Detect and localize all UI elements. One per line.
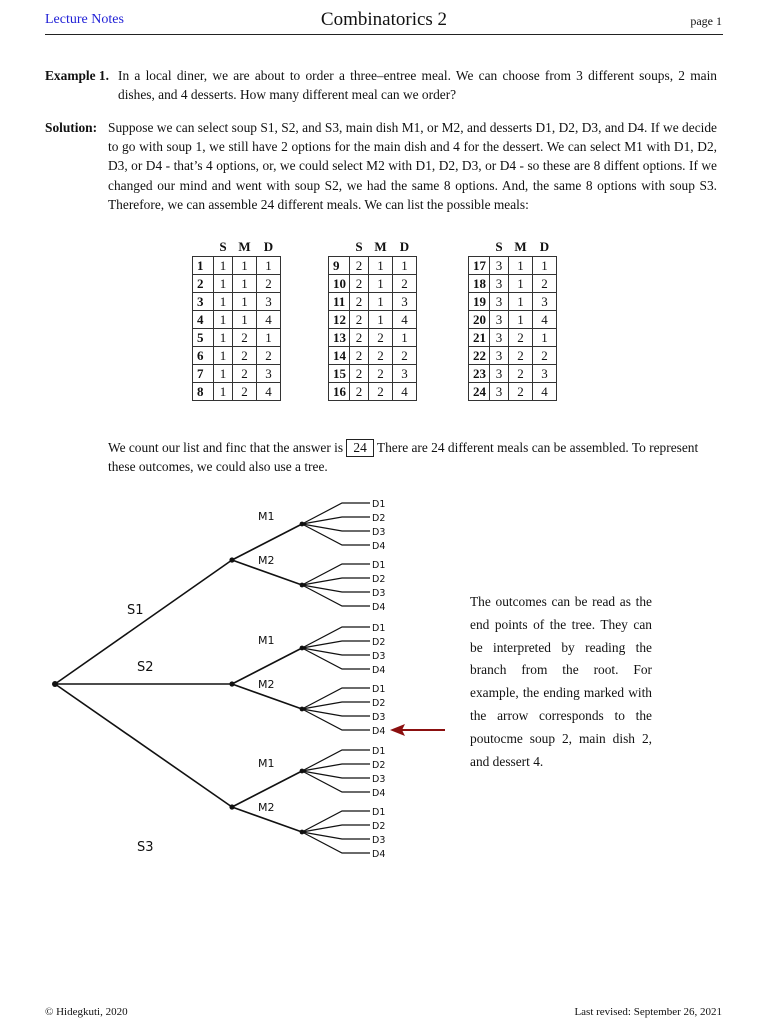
dessert-label: D2 [372,513,386,524]
table-row [469,329,557,347]
column-header: M [238,239,251,254]
table-row [469,275,557,293]
main-dish-label: M2 [258,554,275,567]
meal-number-cell: 15 [329,365,350,383]
meal-table-soup-2 [328,238,417,401]
header-rule [45,34,723,35]
table-cell: 1 [233,275,257,293]
table-cell: 2 [350,347,369,365]
table-cell: 2 [350,365,369,383]
table-cell: 4 [533,383,557,401]
table-cell: 4 [393,383,417,401]
table-cell: 2 [233,365,257,383]
dessert-label: D3 [372,835,386,846]
table-cell: 2 [369,347,393,365]
tree-explanation: The outcomes can be read as the end points of the tree. They can be interpreted by reading the branch from the root. For example, the ending marked with the arrow corresponds to the poutocme soup 2, main dish 2, and dessert 4. [470,594,652,769]
table-cell: 1 [533,329,557,347]
dessert-label: D4 [372,541,386,552]
tree-leaf-branch [302,709,370,730]
table-cell: 2 [350,311,369,329]
table-row [329,365,417,383]
dessert-label: D1 [372,499,386,510]
table-row [329,275,417,293]
answer-text-before: We count our list and finc that the answer is [108,440,344,455]
table-cell: 2 [233,347,257,365]
dessert-label: D4 [372,788,386,799]
tree-leaf-branch [302,503,370,524]
dessert-label: D1 [372,684,386,695]
meal-number-cell: 13 [329,329,350,347]
table-cell: 4 [533,311,557,329]
meal-number-cell: 9 [329,257,350,275]
table-cell: 3 [490,329,509,347]
table-cell: 1 [233,257,257,275]
table-cell: 2 [369,365,393,383]
soup-label: S3 [137,840,154,855]
table-cell: 3 [393,365,417,383]
meal-number-cell: 17 [469,257,490,275]
column-header: M [514,239,527,254]
tree-leaf-branch [302,524,370,545]
meal-number-cell: 18 [469,275,490,293]
table-cell: 3 [257,293,281,311]
meal-table-soup-1 [192,238,281,401]
dessert-label: D4 [372,849,386,860]
dessert-label: D4 [372,726,386,737]
meal-number-cell: 14 [329,347,350,365]
table-header-row [329,238,417,257]
table-cell: 1 [369,293,393,311]
table-cell: 2 [233,383,257,401]
tree-diagram [40,486,460,866]
table-cell: 3 [490,275,509,293]
solution-label: Solution: [45,120,98,135]
table-row [193,257,281,275]
table-cell: 3 [490,293,509,311]
answer-box: 24 [346,439,373,457]
main-dish-label: M2 [258,678,275,691]
soup-label: S2 [137,660,154,675]
table-cell: 1 [214,275,233,293]
dessert-label: D4 [372,665,386,676]
table-cell: 4 [257,311,281,329]
table-cell: 1 [214,293,233,311]
table-row [193,275,281,293]
table-row [193,311,281,329]
table-cell: 2 [369,383,393,401]
table-header-row [469,238,557,257]
meal-number-cell: 2 [193,275,214,293]
column-header: D [539,239,550,254]
dessert-label: D1 [372,746,386,757]
table-cell: 1 [369,257,393,275]
table-cell: 2 [393,347,417,365]
column-header: S [495,239,503,254]
table-header-row [193,238,281,257]
table-cell: 1 [233,293,257,311]
meal-number-cell: 22 [469,347,490,365]
dessert-label: D1 [372,807,386,818]
tree-leaf-branch [302,688,370,709]
table-cell: 2 [350,383,369,401]
table-row [193,293,281,311]
table-cell: 2 [350,257,369,275]
table-cell: 1 [509,293,533,311]
table-row [469,311,557,329]
dessert-label: D3 [372,527,386,538]
meal-number-cell: 10 [329,275,350,293]
dessert-label: D2 [372,637,386,648]
table-cell: 2 [350,275,369,293]
page-number: page 1 [690,14,722,28]
meal-number-cell: 5 [193,329,214,347]
dessert-label: D2 [372,574,386,585]
page-title: Combinatorics 2 [320,9,448,30]
table-cell: 2 [509,365,533,383]
tree-leaf-branch [302,585,370,606]
table-cell: 3 [490,257,509,275]
table-row [329,311,417,329]
table-row [193,365,281,383]
table-cell: 4 [393,311,417,329]
table-cell: 3 [490,311,509,329]
table-cell: 2 [533,275,557,293]
meal-number-cell: 1 [193,257,214,275]
table-cell: 2 [350,293,369,311]
table-row [469,383,557,401]
meal-number-cell: 16 [329,383,350,401]
table-cell: 2 [369,329,393,347]
meal-number-cell: 8 [193,383,214,401]
table-row [469,257,557,275]
table-cell: 1 [214,347,233,365]
footer-copyright: © Hidegkuti, 2020 [45,1006,128,1018]
tree-leaf-branch [302,771,370,792]
table-row [193,383,281,401]
dessert-label: D2 [372,821,386,832]
table-row [193,329,281,347]
table-cell: 1 [214,383,233,401]
table-cell: 1 [509,257,533,275]
table-row [329,347,417,365]
example-label: Example 1. [45,68,109,83]
table-cell: 1 [257,329,281,347]
table-row [329,383,417,401]
meal-number-cell: 19 [469,293,490,311]
table-cell: 1 [214,329,233,347]
answer-text-after: There are 24 different meals can be assembled. To represent these outcomes, we could also use a tree. [108,440,699,475]
table-cell: 3 [490,365,509,383]
table-cell: 4 [257,383,281,401]
meal-number-cell: 3 [193,293,214,311]
example-text: In a local diner, we are about to order a three–entree meal. We can choose from 3 different soups, 2 main dishes, and 4 desserts. How many different meal can we order? [118,68,717,103]
main-dish-label: M1 [258,634,275,647]
table-row [469,347,557,365]
table-cell: 1 [509,311,533,329]
table-cell: 2 [509,347,533,365]
table-row [329,293,417,311]
table-row [329,257,417,275]
table-cell: 3 [533,293,557,311]
table-cell: 2 [393,275,417,293]
main-dish-label: M1 [258,757,275,770]
dessert-label: D2 [372,760,386,771]
table-cell: 3 [257,365,281,383]
meal-number-cell: 21 [469,329,490,347]
table-row [329,329,417,347]
meal-number-cell: 24 [469,383,490,401]
table-row [469,365,557,383]
solution-text: Suppose we can select soup S1, S2, and S3, main dish M1, or M2, and desserts D1, D2, D3, and D4. If we decide to go with soup 1, we still have 2 options for the main dish and 4 for the dessert. We can select M1 with D1, D2, D3, or D4 - that’s 4 options, or, we could select M2 with D1, D2, D3, or D4 - so these are 8 diffent options. If we changed our mind and went with soup S2, we had the same 8 options. And, the same 8 options with soup S3. Therefore, we can assemble 24 different meals. We can list the possible meals: [108,120,717,212]
table-cell: 1 [214,257,233,275]
footer-revision-date: Last revised: September 26, 2021 [574,1006,722,1018]
dessert-label: D3 [372,651,386,662]
column-header: M [374,239,387,254]
tree-branch [55,684,232,807]
table-row [469,293,557,311]
tree-root-node [52,681,58,687]
main-dish-label: M1 [258,510,275,523]
table-cell: 2 [233,329,257,347]
table-cell: 1 [393,257,417,275]
table-cell: 2 [257,275,281,293]
answer-paragraph [108,438,720,476]
solution-block [45,118,717,214]
meal-table-soup-3 [468,238,557,401]
column-header: D [263,239,274,254]
main-dish-label: M2 [258,801,275,814]
dessert-label: D1 [372,623,386,634]
header-course-label: Lecture Notes [45,12,124,27]
table-cell: 1 [257,257,281,275]
column-header: D [399,239,410,254]
table-cell: 2 [350,329,369,347]
table-row [193,347,281,365]
meal-number-cell: 23 [469,365,490,383]
meal-number-cell: 7 [193,365,214,383]
table-cell: 1 [509,275,533,293]
meal-number-cell: 4 [193,311,214,329]
table-cell: 1 [214,365,233,383]
meal-number-cell: 6 [193,347,214,365]
table-cell: 1 [369,311,393,329]
dessert-label: D2 [372,698,386,709]
table-cell: 2 [533,347,557,365]
dessert-label: D3 [372,774,386,785]
table-cell: 2 [509,329,533,347]
tree-leaf-branch [302,750,370,771]
tree-leaf-branch [302,627,370,648]
dessert-label: D3 [372,712,386,723]
soup-label: S1 [127,603,144,618]
table-cell: 1 [533,257,557,275]
table-cell: 3 [490,347,509,365]
dessert-label: D3 [372,588,386,599]
dessert-label: D4 [372,602,386,613]
meal-number-cell: 12 [329,311,350,329]
table-cell: 2 [509,383,533,401]
column-header: S [219,239,227,254]
table-cell: 1 [369,275,393,293]
table-cell: 3 [490,383,509,401]
table-cell: 2 [257,347,281,365]
tree-leaf-branch [302,564,370,585]
column-header: S [355,239,363,254]
tree-leaf-branch [302,648,370,669]
meal-number-cell: 20 [469,311,490,329]
table-cell: 3 [393,293,417,311]
example-block [45,66,717,104]
tree-leaf-branch [302,811,370,832]
table-cell: 3 [533,365,557,383]
table-cell: 1 [233,311,257,329]
table-cell: 1 [214,311,233,329]
meal-number-cell: 11 [329,293,350,311]
dessert-label: D1 [372,560,386,571]
tree-leaf-branch [302,832,370,853]
table-cell: 1 [393,329,417,347]
